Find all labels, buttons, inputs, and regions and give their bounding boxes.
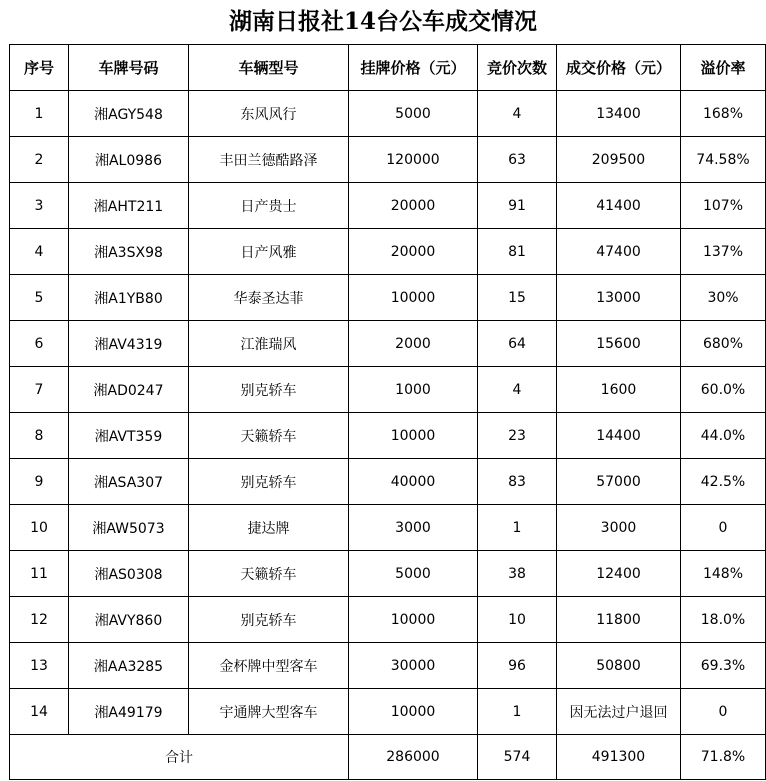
cell-model: 金杯牌中型客车 [189, 643, 349, 689]
cell-plate: 湘ASA307 [69, 459, 189, 505]
total-deal-price: 491300 [557, 735, 681, 780]
total-listing-price: 286000 [349, 735, 478, 780]
cell-premium-rate: 44.0% [681, 413, 766, 459]
cell-model: 别克轿车 [189, 459, 349, 505]
table-row [10, 413, 766, 459]
cell-premium-rate: 107% [681, 183, 766, 229]
cell-index: 3 [10, 183, 69, 229]
header-cell-plate: 车牌号码 [69, 45, 189, 91]
cell-index: 7 [10, 367, 69, 413]
table-row [10, 505, 766, 551]
cell-deal-price: 15600 [557, 321, 681, 367]
cell-model: 捷达牌 [189, 505, 349, 551]
cell-plate: 湘AW5073 [69, 505, 189, 551]
cell-listing-price: 120000 [349, 137, 478, 183]
cell-plate: 湘AVY860 [69, 597, 189, 643]
cell-deal-price: 50800 [557, 643, 681, 689]
cell-premium-rate: 0 [681, 689, 766, 735]
cell-listing-price: 10000 [349, 689, 478, 735]
cell-deal-price: 57000 [557, 459, 681, 505]
cell-bid-count: 15 [478, 275, 557, 321]
cell-deal-price: 14400 [557, 413, 681, 459]
cell-premium-rate: 137% [681, 229, 766, 275]
cell-premium-rate: 30% [681, 275, 766, 321]
cell-index: 4 [10, 229, 69, 275]
cell-bid-count: 38 [478, 551, 557, 597]
cell-plate: 湘AVT359 [69, 413, 189, 459]
header-cell-index: 序号 [10, 45, 69, 91]
cell-listing-price: 3000 [349, 505, 478, 551]
header-cell-listing-price: 挂牌价格（元） [349, 45, 478, 91]
cell-index: 13 [10, 643, 69, 689]
cell-model: 别克轿车 [189, 597, 349, 643]
total-row [10, 735, 766, 780]
table-row [10, 367, 766, 413]
cell-plate: 湘AS0308 [69, 551, 189, 597]
cell-deal-price: 13400 [557, 91, 681, 137]
cell-listing-price: 40000 [349, 459, 478, 505]
cell-deal-price: 41400 [557, 183, 681, 229]
cell-index: 11 [10, 551, 69, 597]
table-row [10, 643, 766, 689]
cell-index: 9 [10, 459, 69, 505]
table-row [10, 275, 766, 321]
cell-index: 8 [10, 413, 69, 459]
cell-deal-price: 3000 [557, 505, 681, 551]
header-row [10, 45, 766, 91]
cell-listing-price: 10000 [349, 597, 478, 643]
cell-premium-rate: 168% [681, 91, 766, 137]
cell-deal-price: 209500 [557, 137, 681, 183]
cell-premium-rate: 74.58% [681, 137, 766, 183]
cell-bid-count: 64 [478, 321, 557, 367]
cell-index: 14 [10, 689, 69, 735]
cell-deal-price: 47400 [557, 229, 681, 275]
cell-index: 6 [10, 321, 69, 367]
table-row [10, 689, 766, 735]
cell-model: 东风风行 [189, 91, 349, 137]
cell-bid-count: 4 [478, 91, 557, 137]
cell-model: 江淮瑞风 [189, 321, 349, 367]
cell-deal-price: 13000 [557, 275, 681, 321]
cell-model: 别克轿车 [189, 367, 349, 413]
cell-bid-count: 83 [478, 459, 557, 505]
header-cell-model: 车辆型号 [189, 45, 349, 91]
cell-index: 1 [10, 91, 69, 137]
cell-model: 宇通牌大型客车 [189, 689, 349, 735]
cell-listing-price: 5000 [349, 91, 478, 137]
cell-listing-price: 1000 [349, 367, 478, 413]
cell-premium-rate: 42.5% [681, 459, 766, 505]
cell-bid-count: 63 [478, 137, 557, 183]
cell-premium-rate: 680% [681, 321, 766, 367]
cell-deal-price: 11800 [557, 597, 681, 643]
table-row [10, 321, 766, 367]
table-row [10, 597, 766, 643]
cell-plate: 湘A49179 [69, 689, 189, 735]
cell-model: 日产贵士 [189, 183, 349, 229]
table-row [10, 459, 766, 505]
cell-plate: 湘AD0247 [69, 367, 189, 413]
cell-model: 日产风雅 [189, 229, 349, 275]
cell-index: 5 [10, 275, 69, 321]
cell-listing-price: 10000 [349, 413, 478, 459]
table-row [10, 551, 766, 597]
table-row [10, 137, 766, 183]
cell-deal-price: 因无法过户退回 [557, 689, 681, 735]
cell-bid-count: 4 [478, 367, 557, 413]
cell-bid-count: 1 [478, 689, 557, 735]
cell-model: 天籁轿车 [189, 551, 349, 597]
cell-listing-price: 20000 [349, 183, 478, 229]
cell-bid-count: 91 [478, 183, 557, 229]
cell-bid-count: 81 [478, 229, 557, 275]
cell-deal-price: 1600 [557, 367, 681, 413]
cell-index: 2 [10, 137, 69, 183]
cell-premium-rate: 148% [681, 551, 766, 597]
cell-model: 天籁轿车 [189, 413, 349, 459]
cell-plate: 湘AA3285 [69, 643, 189, 689]
cell-listing-price: 5000 [349, 551, 478, 597]
total-bids: 574 [478, 735, 557, 780]
cell-model: 丰田兰德酷路泽 [189, 137, 349, 183]
cell-index: 12 [10, 597, 69, 643]
cell-listing-price: 20000 [349, 229, 478, 275]
cell-plate: 湘AGY548 [69, 91, 189, 137]
total-label: 合计 [10, 735, 349, 780]
results-table [9, 44, 766, 780]
header-cell-deal-price: 成交价格（元） [557, 45, 681, 91]
cell-index: 10 [10, 505, 69, 551]
cell-bid-count: 96 [478, 643, 557, 689]
cell-premium-rate: 69.3% [681, 643, 766, 689]
table-row [10, 183, 766, 229]
header-cell-bid-count: 竞价次数 [478, 45, 557, 91]
cell-plate: 湘A3SX98 [69, 229, 189, 275]
cell-bid-count: 10 [478, 597, 557, 643]
cell-listing-price: 2000 [349, 321, 478, 367]
cell-listing-price: 30000 [349, 643, 478, 689]
cell-deal-price: 12400 [557, 551, 681, 597]
total-premium: 71.8% [681, 735, 766, 780]
cell-bid-count: 23 [478, 413, 557, 459]
cell-premium-rate: 60.0% [681, 367, 766, 413]
cell-bid-count: 1 [478, 505, 557, 551]
cell-plate: 湘AL0986 [69, 137, 189, 183]
cell-listing-price: 10000 [349, 275, 478, 321]
cell-plate: 湘AV4319 [69, 321, 189, 367]
page-title: 湖南日报社14台公车成交情况 [228, 8, 537, 35]
cell-model: 华泰圣达菲 [189, 275, 349, 321]
table-row [10, 91, 766, 137]
cell-premium-rate: 0 [681, 505, 766, 551]
cell-plate: 湘A1YB80 [69, 275, 189, 321]
cell-plate: 湘AHT211 [69, 183, 189, 229]
table-row [10, 229, 766, 275]
cell-premium-rate: 18.0% [681, 597, 766, 643]
header-cell-premium-rate: 溢价率 [681, 45, 766, 91]
